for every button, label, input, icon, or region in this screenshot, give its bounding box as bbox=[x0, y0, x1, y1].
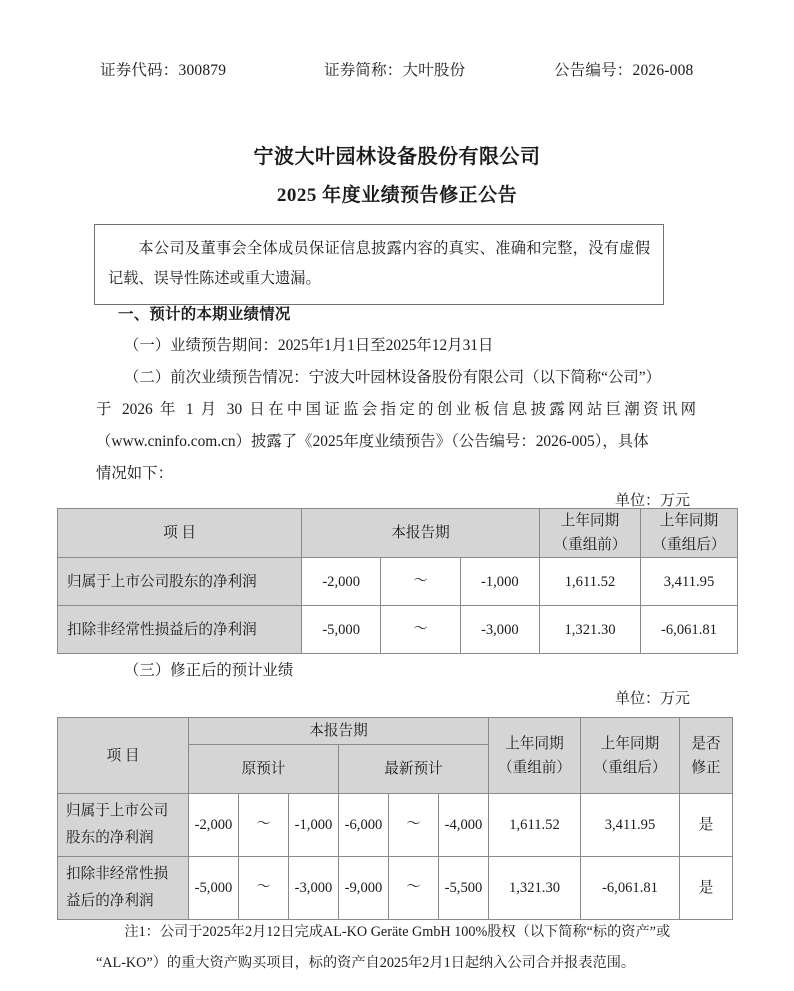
table-previous-forecast bbox=[57, 508, 738, 654]
cell-prior-after: -6,061.81 bbox=[581, 857, 680, 920]
document-header-line bbox=[100, 58, 700, 80]
th-prior-after bbox=[641, 509, 738, 558]
row-label-line1: 归属于上市公司 bbox=[66, 803, 169, 819]
footnote-line-1: 注1：公司于2025年2月12日完成AL-KO Geräte GmbH 100%股权（以下简称“标的资产”或 bbox=[124, 924, 671, 940]
security-code: 证券代码：300879 bbox=[100, 62, 227, 79]
th-prior-after-line2: （重组后） bbox=[652, 537, 726, 553]
cell-latest-low: -6,000 bbox=[339, 794, 389, 857]
row-label: 归属于上市公司股东的净利润 bbox=[58, 558, 302, 606]
unit-label-table-previous: 单位：万元 bbox=[614, 493, 690, 509]
cell-original-low: -2,000 bbox=[189, 794, 239, 857]
revised-forecast-paragraph: （三）修正后的预计业绩 bbox=[124, 662, 294, 679]
cell-high: -3,000 bbox=[460, 606, 539, 654]
footnote-line-2: “AL-KO”）的重大资产购买项目，标的资产自2025年2月1日起纳入公司合并报表范围。 bbox=[96, 955, 636, 971]
th-report-period: 本报告期 bbox=[189, 718, 489, 745]
th-prior-after-line2: （重组后） bbox=[593, 759, 667, 776]
cell-prior-after: -6,061.81 bbox=[641, 606, 738, 654]
cell-is-revised: 是 bbox=[680, 794, 733, 857]
th-prior-before-line2: （重组前） bbox=[553, 537, 627, 553]
cell-latest-separator: ～ bbox=[389, 794, 439, 857]
row-label: 扣除非经常性损益后的净利润 bbox=[58, 606, 302, 654]
cell-prior-after: 3,411.95 bbox=[581, 794, 680, 857]
th-is-revised-line2: 修正 bbox=[691, 759, 721, 776]
th-prior-before bbox=[489, 718, 581, 794]
cell-original-high: -3,000 bbox=[289, 857, 339, 920]
cell-prior-before: 1,611.52 bbox=[489, 794, 581, 857]
announcement-title: 2025 年度业绩预告修正公告 bbox=[276, 185, 518, 206]
cell-prior-after: 3,411.95 bbox=[641, 558, 738, 606]
cell-range-separator: ～ bbox=[381, 606, 460, 654]
th-is-revised-line1: 是否 bbox=[691, 735, 721, 752]
previous-forecast-paragraph-line3: （www.cninfo.com.cn）披露了《2025年度业绩预告》（公告编号：2026-005），具体 bbox=[96, 433, 649, 450]
section-heading-1: 一、预计的本期业绩情况 bbox=[118, 306, 291, 323]
cell-latest-separator: ～ bbox=[389, 857, 439, 920]
cell-original-high: -1,000 bbox=[289, 794, 339, 857]
security-name: 证券简称：大叶股份 bbox=[324, 62, 466, 79]
cell-original-separator: ～ bbox=[239, 857, 289, 920]
th-prior-before-line1: 上年同期 bbox=[505, 735, 564, 752]
th-item: 项 目 bbox=[58, 718, 189, 794]
th-prior-before-line1: 上年同期 bbox=[560, 513, 620, 529]
th-original-forecast: 原预计 bbox=[189, 745, 339, 794]
row-label-line2: 股东的净利润 bbox=[66, 830, 154, 846]
disclaimer-box: 本公司及董事会全体成员保证信息披露内容的真实、准确和完整，没有虚假记载、误导性陈述或重大遗漏。 bbox=[94, 224, 664, 305]
cell-original-low: -5,000 bbox=[189, 857, 239, 920]
company-title: 宁波大叶园林设备股份有限公司 bbox=[253, 146, 541, 168]
table-row-header-top bbox=[58, 718, 733, 745]
table-row bbox=[58, 558, 738, 606]
previous-forecast-paragraph-line1: （二）前次业绩预告情况：宁波大叶园林设备股份有限公司（以下简称“公司”） bbox=[124, 369, 661, 386]
th-item: 项 目 bbox=[58, 509, 302, 558]
cell-latest-high: -4,000 bbox=[439, 794, 489, 857]
cell-high: -1,000 bbox=[460, 558, 539, 606]
cell-original-separator: ～ bbox=[239, 794, 289, 857]
cell-prior-before: 1,321.30 bbox=[489, 857, 581, 920]
table-row bbox=[58, 794, 733, 857]
cell-low: -2,000 bbox=[302, 558, 381, 606]
row-label-line1: 扣除非经常性损 bbox=[66, 866, 169, 882]
cell-is-revised: 是 bbox=[680, 857, 733, 920]
previous-forecast-paragraph-line2: 于 2026 年 1 月 30 日在中国证监会指定的创业板信息披露网站巨潮资讯网 bbox=[96, 401, 696, 418]
footnote-1 bbox=[96, 917, 706, 979]
previous-forecast-paragraph-line4: 情况如下： bbox=[96, 465, 173, 482]
table-revised-forecast bbox=[57, 717, 733, 920]
th-prior-after-line1: 上年同期 bbox=[600, 735, 660, 752]
cell-range-separator: ～ bbox=[381, 558, 460, 606]
th-prior-before-line2: （重组前） bbox=[498, 759, 571, 776]
table-row bbox=[58, 606, 738, 654]
cell-latest-high: -5,500 bbox=[439, 857, 489, 920]
th-report-period: 本报告期 bbox=[302, 509, 540, 558]
th-prior-before bbox=[540, 509, 641, 558]
cell-prior-before: 1,321.30 bbox=[540, 606, 641, 654]
row-label bbox=[58, 794, 189, 857]
table-row-header bbox=[58, 509, 738, 558]
table-row bbox=[58, 857, 733, 920]
cell-low: -5,000 bbox=[302, 606, 381, 654]
row-label bbox=[58, 857, 189, 920]
announcement-number: 公告编号：2026-008 bbox=[554, 62, 694, 79]
cell-prior-before: 1,611.52 bbox=[540, 558, 641, 606]
cell-latest-low: -9,000 bbox=[339, 857, 389, 920]
th-prior-after bbox=[581, 718, 680, 794]
row-label-line2: 益后的净利润 bbox=[66, 893, 154, 909]
th-prior-after-line1: 上年同期 bbox=[659, 513, 719, 529]
forecast-period-paragraph: （一）业绩预告期间：2025年1月1日至2025年12月31日 bbox=[124, 337, 494, 354]
th-latest-forecast: 最新预计 bbox=[339, 745, 489, 794]
unit-label-table-revised: 单位：万元 bbox=[614, 691, 690, 707]
th-is-revised bbox=[680, 718, 733, 794]
